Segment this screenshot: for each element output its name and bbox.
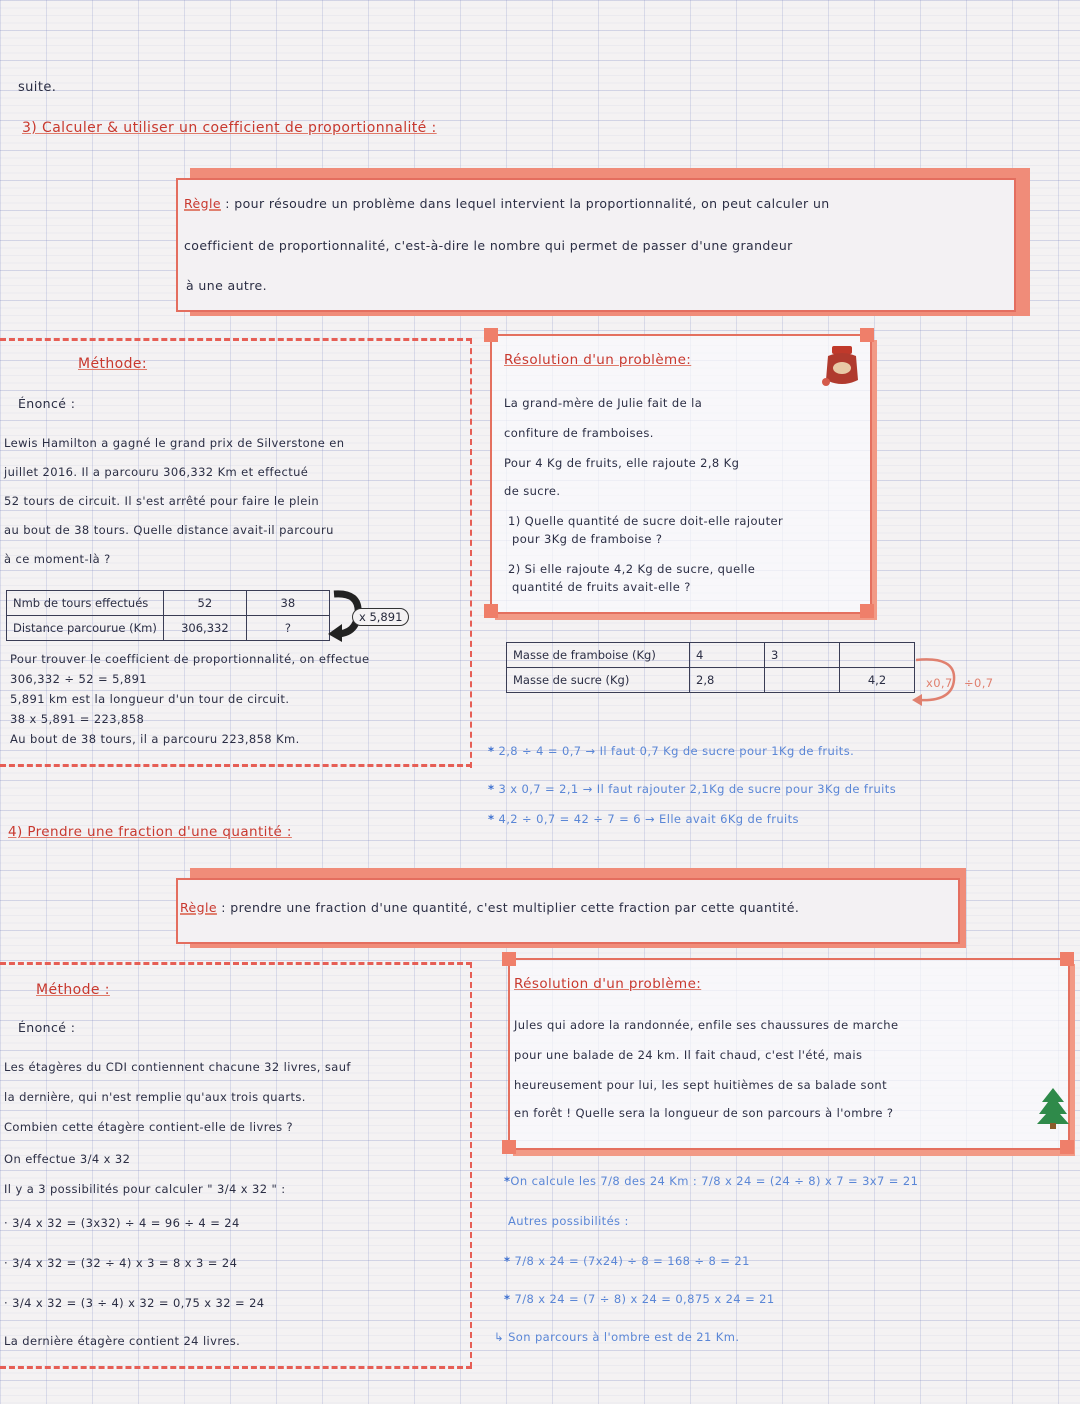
solution-line: La dernière étagère contient 24 livres. bbox=[4, 1334, 241, 1348]
solution-line: 38 x 5,891 = 223,858 bbox=[10, 712, 145, 726]
method-divider-right bbox=[470, 338, 472, 768]
table-row bbox=[7, 616, 330, 641]
solution-line: On effectue 3/4 x 32 bbox=[4, 1152, 131, 1166]
solution-line: · 3/4 x 32 = (32 ÷ 4) x 3 = 8 x 3 = 24 bbox=[4, 1256, 238, 1270]
corner-mark bbox=[860, 604, 874, 618]
method-title: Méthode: bbox=[78, 356, 148, 372]
corner-mark bbox=[1060, 1140, 1074, 1154]
problem-title: Résolution d'un problème: bbox=[504, 352, 692, 368]
problem-line: 1) Quelle quantité de sucre doit-elle rajouter bbox=[508, 514, 784, 528]
table-cell: Distance parcourue (Km) bbox=[7, 616, 164, 641]
answer-line: *On calcule les 7/8 des 24 Km : 7/8 x 24 = (24 ÷ 8) x 7 = 3x7 = 21 bbox=[504, 1174, 919, 1188]
star-icon: * bbox=[488, 812, 495, 826]
enonce-label: Énoncé : bbox=[18, 396, 76, 411]
answer-line: * 7/8 x 24 = (7x24) ÷ 8 = 168 ÷ 8 = 21 bbox=[504, 1254, 750, 1268]
table-cell: Nmb de tours effectués bbox=[7, 591, 164, 616]
fir-tree-icon bbox=[1036, 1086, 1070, 1130]
enonce-line: Combien cette étagère contient-elle de livres ? bbox=[4, 1120, 294, 1134]
star-icon: * bbox=[488, 744, 495, 758]
table-cell: 38 bbox=[246, 591, 329, 616]
table-cell: 306,332 bbox=[163, 616, 246, 641]
answer-line: * 7/8 x 24 = (7 ÷ 8) x 24 = 0,875 x 24 = 21 bbox=[504, 1292, 775, 1306]
answer-line: * 4,2 ÷ 0,7 = 42 ÷ 7 = 6 → Elle avait 6Kg de fruits bbox=[488, 812, 799, 826]
problem-line: confiture de framboises. bbox=[504, 426, 654, 440]
coef-div: ÷0,7 bbox=[964, 676, 994, 690]
table-cell: Masse de sucre (Kg) bbox=[507, 668, 690, 693]
table-cell: 52 bbox=[163, 591, 246, 616]
problem-line: pour 3Kg de framboise ? bbox=[512, 532, 663, 546]
star-icon: * bbox=[504, 1174, 511, 1188]
method-divider-top bbox=[0, 338, 472, 341]
solution-line: · 3/4 x 32 = (3 ÷ 4) x 32 = 0,75 x 32 = 24 bbox=[4, 1296, 265, 1310]
rule-line-3: à une autre. bbox=[186, 278, 267, 293]
rule-text-1: : pour résoudre un problème dans lequel intervient la proportionnalité, on peut calculer un bbox=[225, 196, 830, 211]
table-cell: Masse de framboise (Kg) bbox=[507, 643, 690, 668]
method-divider-top bbox=[0, 962, 472, 965]
problem-line: La grand-mère de Julie fait de la bbox=[504, 396, 703, 410]
answer-line: * 3 x 0,7 = 2,1 → Il faut rajouter 2,1Kg de sucre pour 3Kg de fruits bbox=[488, 782, 897, 796]
section3-heading: 3) Calculer & utiliser un coefficient de proportionnalité : bbox=[22, 120, 437, 136]
solution-line: Pour trouver le coefficient de proportionnalité, on effectue bbox=[10, 652, 370, 666]
solution-line: 306,332 ÷ 52 = 5,891 bbox=[10, 672, 148, 686]
table-cell: 4 bbox=[690, 643, 765, 668]
solution-line: · 3/4 x 32 = (3x32) ÷ 4 = 96 ÷ 4 = 24 bbox=[4, 1216, 240, 1230]
enonce-line: juillet 2016. Il a parcouru 306,332 Km et effectué bbox=[4, 465, 309, 479]
rule-label: Règle bbox=[180, 900, 217, 915]
corner-mark bbox=[860, 328, 874, 342]
table-cell: 4,2 bbox=[840, 668, 915, 693]
enonce-line: au bout de 38 tours. Quelle distance avait-il parcouru bbox=[4, 523, 334, 537]
table-cell: 2,8 bbox=[690, 668, 765, 693]
problem-title: Résolution d'un problème: bbox=[514, 976, 702, 992]
corner-mark bbox=[502, 1140, 516, 1154]
corner-mark bbox=[484, 328, 498, 342]
enonce-label: Énoncé : bbox=[18, 1020, 76, 1035]
coef-mul: x0,7 bbox=[926, 676, 953, 690]
rule-label: Règle bbox=[184, 196, 221, 211]
table-row bbox=[507, 668, 915, 693]
section4-heading: 4) Prendre une fraction d'une quantité : bbox=[8, 824, 292, 840]
answer-line: ↳ Son parcours à l'ombre est de 21 Km. bbox=[494, 1330, 740, 1344]
problem-line: quantité de fruits avait-elle ? bbox=[512, 580, 691, 594]
table-row bbox=[507, 643, 915, 668]
table-cell: ? bbox=[246, 616, 329, 641]
jam-table bbox=[506, 642, 915, 693]
problem-line: heureusement pour lui, les sept huitièmes de sa balade sont bbox=[514, 1078, 887, 1092]
enonce-line: la dernière, qui n'est remplie qu'aux trois quarts. bbox=[4, 1090, 306, 1104]
method-divider-bottom bbox=[0, 764, 472, 767]
star-icon: * bbox=[488, 782, 495, 796]
rule4-text: : prendre une fraction d'une quantité, c'est multiplier cette fraction par cette quantité. bbox=[221, 900, 800, 915]
method-divider-right bbox=[470, 962, 472, 1368]
jam-jar-icon bbox=[820, 342, 864, 388]
method-divider-bottom bbox=[0, 1366, 472, 1369]
enonce-line: à ce moment-là ? bbox=[4, 552, 111, 566]
problem-line: Pour 4 Kg de fruits, elle rajoute 2,8 Kg bbox=[504, 456, 740, 470]
problem-line: de sucre. bbox=[504, 484, 561, 498]
rule-line-2: coefficient de proportionnalité, c'est-à-dire le nombre qui permet de passer d'une grandeur bbox=[184, 238, 793, 253]
table-cell bbox=[840, 643, 915, 668]
enonce-line: Les étagères du CDI contiennent chacune 32 livres, sauf bbox=[4, 1060, 351, 1074]
method-title: Méthode : bbox=[36, 982, 110, 998]
problem-line: Jules qui adore la randonnée, enfile ses chaussures de marche bbox=[514, 1018, 899, 1032]
solution-line: 5,891 km est la longueur d'un tour de circuit. bbox=[10, 692, 290, 706]
answer-line: * 2,8 ÷ 4 = 0,7 → Il faut 0,7 Kg de sucre pour 1Kg de fruits. bbox=[488, 744, 855, 758]
table-row bbox=[7, 591, 330, 616]
star-icon: * bbox=[504, 1254, 511, 1268]
solution-line: Au bout de 38 tours, il a parcouru 223,858 Km. bbox=[10, 732, 300, 746]
problem-line: en forêt ! Quelle sera la longueur de son parcours à l'ombre ? bbox=[514, 1106, 894, 1120]
corner-mark bbox=[502, 952, 516, 966]
problem-line: pour une balade de 24 km. Il fait chaud, c'est l'été, mais bbox=[514, 1048, 863, 1062]
problem-line: 2) Si elle rajoute 4,2 Kg de sucre, quelle bbox=[508, 562, 756, 576]
answer-line: Autres possibilités : bbox=[508, 1214, 629, 1228]
coef-badge: x 5,891 bbox=[352, 608, 409, 626]
table-cell bbox=[765, 668, 840, 693]
star-icon: * bbox=[504, 1292, 511, 1306]
proportion-table bbox=[6, 590, 330, 641]
rule-line-1 bbox=[184, 196, 830, 211]
corner-mark bbox=[484, 604, 498, 618]
enonce-line: Lewis Hamilton a gagné le grand prix de Silverstone en bbox=[4, 436, 345, 450]
rule4-line bbox=[180, 900, 799, 915]
corner-mark bbox=[1060, 952, 1074, 966]
table-cell: 3 bbox=[765, 643, 840, 668]
enonce-line: 52 tours de circuit. Il s'est arrêté pour faire le plein bbox=[4, 494, 320, 508]
suite-text: suite. bbox=[18, 80, 57, 95]
solution-line: Il y a 3 possibilités pour calculer " 3/4 x 32 " : bbox=[4, 1182, 286, 1196]
